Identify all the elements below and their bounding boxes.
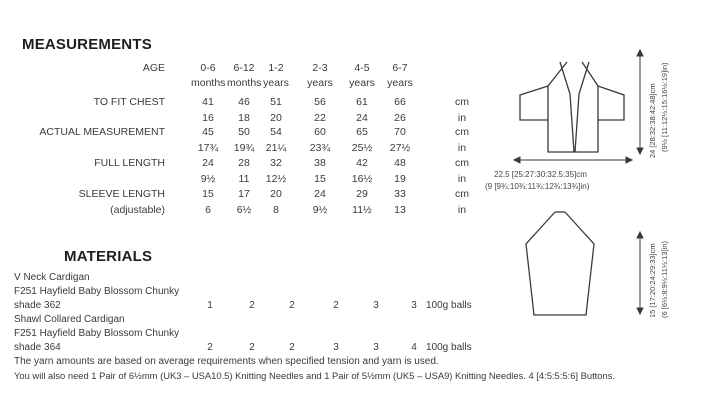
body-length-cm: 24 [28:32:38:42:48]cm <box>648 83 657 158</box>
item2-qty-3: 3 <box>333 342 339 353</box>
sleeve-length-cm: 15 [17:20:24:29:33]cm <box>648 243 657 318</box>
age-unit-0: months <box>191 77 226 89</box>
value-in-0-5: 26 <box>394 112 406 124</box>
item2-qty-4: 3 <box>373 342 379 353</box>
item2-qty-2: 2 <box>289 342 295 353</box>
item2-unit: 100g balls <box>426 342 472 353</box>
sleeve-outline <box>526 212 594 315</box>
age-range-5: 6-7 <box>392 62 408 74</box>
unit-cm-2: cm <box>455 157 469 169</box>
value-in-2-5: 19 <box>394 173 406 185</box>
value-in-2-3: 15 <box>314 173 326 185</box>
value-in-3-1: 6½ <box>236 204 252 216</box>
unit-cm-3: cm <box>455 188 469 200</box>
item1-qty-1: 2 <box>249 300 255 311</box>
value-cm-0-1: 46 <box>238 96 250 108</box>
value-cm-2-4: 42 <box>356 157 368 169</box>
value-in-0-4: 24 <box>356 112 368 124</box>
value-cm-3-1: 17 <box>238 188 250 200</box>
item1-qty-2: 2 <box>289 300 295 311</box>
value-in-0-3: 22 <box>314 112 326 124</box>
value-in-2-4: 16½ <box>351 173 373 185</box>
unit-cm-0: cm <box>455 96 469 108</box>
measurements-heading: MEASUREMENTS <box>22 36 152 53</box>
row-label-3: SLEEVE LENGTH <box>78 188 165 200</box>
value-cm-2-3: 38 <box>314 157 326 169</box>
value-cm-1-0: 45 <box>202 126 214 138</box>
item1-qty-5: 3 <box>411 300 417 311</box>
value-cm-0-4: 61 <box>356 96 368 108</box>
value-cm-2-2: 32 <box>270 157 282 169</box>
age-range-2: 1-2 <box>268 62 284 74</box>
age-range-0: 0-6 <box>200 62 216 74</box>
value-in-0-0: 16 <box>202 112 214 124</box>
age-range-3: 2-3 <box>312 62 328 74</box>
value-in-2-2: 12½ <box>265 173 287 185</box>
unit-in-1: in <box>457 142 467 154</box>
item2-qty-1: 2 <box>249 342 255 353</box>
value-cm-0-5: 66 <box>394 96 406 108</box>
value-in-2-1: 11 <box>238 173 250 185</box>
value-cm-0-2: 51 <box>270 96 282 108</box>
value-cm-3-0: 15 <box>202 188 214 200</box>
value-in-1-2: 21¼ <box>265 142 287 154</box>
item2-shade: shade 364 <box>14 342 61 353</box>
materials-heading: MATERIALS <box>64 248 153 265</box>
value-in-3-0: 6 <box>205 204 211 216</box>
value-cm-2-5: 48 <box>394 157 406 169</box>
body-width-in: (9 [9¾:10¾:11¾:12¾:13¾]in) <box>485 182 590 191</box>
body-schematic <box>520 62 624 152</box>
age-unit-4: years <box>349 77 375 89</box>
age-unit-5: years <box>387 77 413 89</box>
sleeve-schematic <box>526 212 594 315</box>
value-cm-0-0: 41 <box>202 96 214 108</box>
value-cm-2-1: 28 <box>238 157 250 169</box>
age-unit-2: years <box>263 77 289 89</box>
value-cm-3-4: 29 <box>356 188 368 200</box>
value-in-3-2: 8 <box>273 204 279 216</box>
value-cm-3-5: 33 <box>394 188 406 200</box>
body-width-arrow <box>514 157 632 163</box>
value-in-3-5: 13 <box>394 204 406 216</box>
value-in-1-0: 17¾ <box>197 142 219 154</box>
item1-yarn: F251 Hayfield Baby Blossom Chunky <box>14 286 180 297</box>
item2-qty-5: 4 <box>411 342 417 353</box>
yarn-note: The yarn amounts are based on average requirements when specified tension and yarn is used. <box>14 356 439 367</box>
age-label: AGE <box>142 62 165 74</box>
item2-title: Shawl Collared Cardigan <box>14 314 125 325</box>
value-in-1-1: 19¾ <box>233 142 255 154</box>
value-cm-1-2: 54 <box>270 126 282 138</box>
age-unit-1: months <box>227 77 262 89</box>
value-in-0-1: 18 <box>238 112 250 124</box>
left-sleeve-opening <box>520 86 548 120</box>
unit-in-2: in <box>457 173 467 185</box>
body-width-cm: 22.5 [25:27:30:32.5:35]cm <box>494 170 587 179</box>
value-cm-3-3: 24 <box>314 188 326 200</box>
value-in-1-5: 27½ <box>389 142 411 154</box>
value-cm-1-5: 70 <box>394 126 406 138</box>
value-cm-1-3: 60 <box>314 126 326 138</box>
value-in-1-3: 23¾ <box>309 142 331 154</box>
row-label-1: ACTUAL MEASUREMENT <box>39 126 165 138</box>
item1-qty-4: 3 <box>373 300 379 311</box>
row-label-2: FULL LENGTH <box>94 157 165 169</box>
unit-in-0: in <box>457 112 467 124</box>
value-cm-3-2: 20 <box>270 188 282 200</box>
value-in-3-4: 11½ <box>352 204 372 216</box>
item2-yarn: F251 Hayfield Baby Blossom Chunky <box>14 328 180 339</box>
right-sleeve-opening <box>598 86 624 120</box>
sleeve-length-in: (6 [6½:8:9½:11½:13]in) <box>660 241 669 318</box>
item1-qty-0: 1 <box>207 300 213 311</box>
value-cm-0-3: 56 <box>314 96 326 108</box>
value-in-3-3: 9½ <box>312 204 328 216</box>
value-in-0-2: 20 <box>270 112 282 124</box>
age-range-1: 6-12 <box>233 62 255 74</box>
item2-qty-0: 2 <box>207 342 213 353</box>
left-v-neck <box>560 62 574 152</box>
item1-title: V Neck Cardigan <box>14 272 90 283</box>
value-cm-2-0: 24 <box>202 157 214 169</box>
value-cm-1-4: 65 <box>356 126 368 138</box>
item1-qty-3: 2 <box>333 300 339 311</box>
body-length-arrow <box>637 50 643 154</box>
row-label-0: TO FIT CHEST <box>93 96 165 108</box>
item1-unit: 100g balls <box>426 300 472 311</box>
sleeve-length-arrow <box>637 232 643 314</box>
age-unit-3: years <box>307 77 333 89</box>
age-range-4: 4-5 <box>354 62 370 74</box>
value-in-2-0: 9½ <box>200 173 216 185</box>
body-length-in: (9½ [11:12½:15:16½:19]in) <box>660 62 669 152</box>
row-sublabel-3: (adjustable) <box>110 204 165 216</box>
value-cm-1-1: 50 <box>238 126 250 138</box>
needles-note: You will also need 1 Pair of 6½mm (UK3 – USA10.5) Knitting Needles and 1 Pair of 5½mm (UK5 – USA9) Knitting Needles. 4 [4:5:5:5:6] Buttons. <box>14 370 616 381</box>
right-v-neck <box>575 62 589 152</box>
value-in-1-4: 25½ <box>351 142 373 154</box>
unit-cm-1: cm <box>455 126 469 138</box>
unit-in-3: in <box>457 204 467 216</box>
item1-shade: shade 362 <box>14 300 61 311</box>
